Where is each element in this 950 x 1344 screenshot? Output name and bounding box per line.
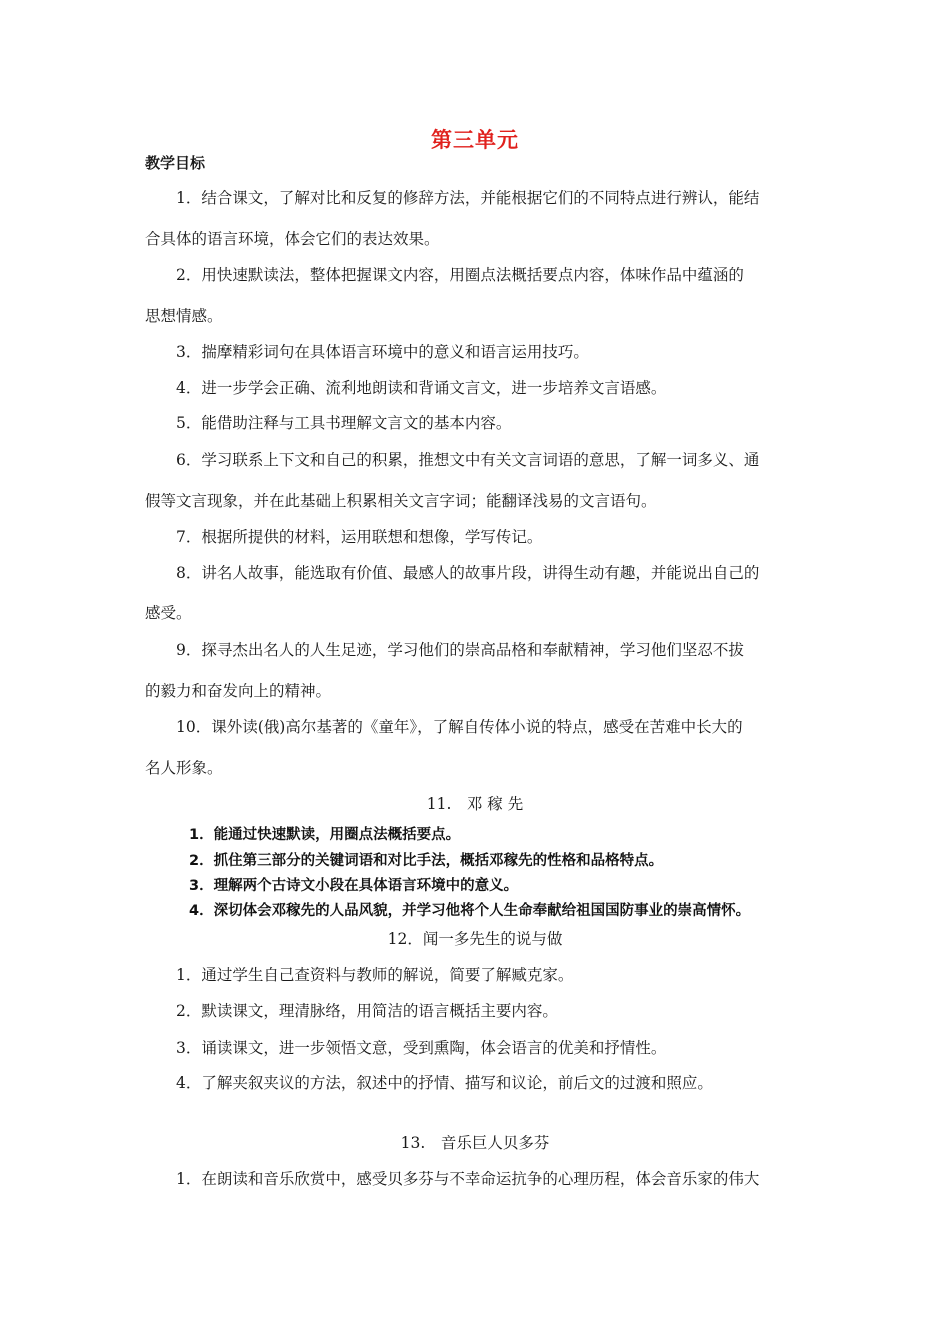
objective-line: 10．课外读(俄)高尔基著的《童年》，了解自传体小说的特点，感受在苦难中长大的 — [176, 718, 743, 736]
lesson-12-item: 4．了解夹叙夹议的方法，叙述中的抒情、描写和议论，前后文的过渡和照应。 — [176, 1074, 713, 1092]
lesson-11-item: 4．深切体会邓稼先的人品风貌，并学习他将个人生命奉献给祖国国防事业的崇高情怀。 — [189, 903, 751, 919]
objective-line: 9．探寻杰出名人的人生足迹，学习他们的崇高品格和奉献精神，学习他们坚忍不拔 — [176, 641, 744, 659]
unit-title: 第三单元 — [431, 128, 519, 152]
lesson-11-title: 11. 邓 稼 先 — [426, 795, 524, 813]
section-heading: 教学目标 — [145, 154, 206, 172]
objective-line: 5．能借助注释与工具书理解文言文的基本内容。 — [176, 414, 512, 432]
lesson-12-item: 1．通过学生自己查资料与教师的解说，简要了解臧克家。 — [176, 966, 574, 984]
objective-line: 假等文言现象，并在此基础上积累相关文言字词；能翻译浅易的文言语句。 — [145, 492, 657, 510]
lesson-11-item: 3．理解两个古诗文小段在具体语言环境中的意义。 — [189, 878, 519, 894]
lesson-13-title: 13. 音乐巨人贝多芬 — [400, 1134, 550, 1152]
lesson-12-title: 12．闻一多先生的说与做 — [387, 930, 563, 948]
lesson-12-item: 2．默读课文，理清脉络，用简洁的语言概括主要内容。 — [176, 1002, 558, 1020]
objective-line: 感受。 — [145, 604, 192, 622]
objective-line: 2．用快速默读法，整体把握课文内容，用圈点法概括要点内容，体味作品中蕴涵的 — [176, 266, 744, 284]
objective-line: 8．讲名人故事，能选取有价值、最感人的故事片段，讲得生动有趣，并能说出自己的 — [176, 564, 760, 582]
objective-line: 1．结合课文，了解对比和反复的修辞方法，并能根据它们的不同特点进行辨认，能结 — [176, 189, 760, 207]
objective-line: 的毅力和奋发向上的精神。 — [145, 682, 332, 700]
lesson-12-item: 3．诵读课文，进一步领悟文意，受到熏陶，体会语言的优美和抒情性。 — [176, 1039, 667, 1057]
objective-line: 合具体的语言环境，体会它们的表达效果。 — [145, 230, 440, 248]
objective-line: 思想情感。 — [145, 307, 223, 325]
objective-line: 名人形象。 — [145, 759, 223, 777]
objective-line: 3．揣摩精彩词句在具体语言环境中的意义和语言运用技巧。 — [176, 343, 589, 361]
lesson-11-item: 2．抓住第三部分的关键词语和对比手法，概括邓稼先的性格和品格特点。 — [189, 853, 664, 869]
objective-line: 7．根据所提供的材料，运用联想和想像，学写传记。 — [176, 528, 543, 546]
objective-line: 4．进一步学会正确、流利地朗读和背诵文言文，进一步培养文言语感。 — [176, 379, 667, 397]
objective-line: 6．学习联系上下文和自己的积累，推想文中有关文言词语的意思，了解一词多义、通 — [176, 451, 760, 469]
lesson-11-item: 1．能通过快速默读，用圈点法概括要点。 — [189, 827, 461, 843]
lesson-13-item: 1．在朗读和音乐欣赏中，感受贝多芬与不幸命运抗争的心理历程，体会音乐家的伟大 — [176, 1170, 760, 1188]
